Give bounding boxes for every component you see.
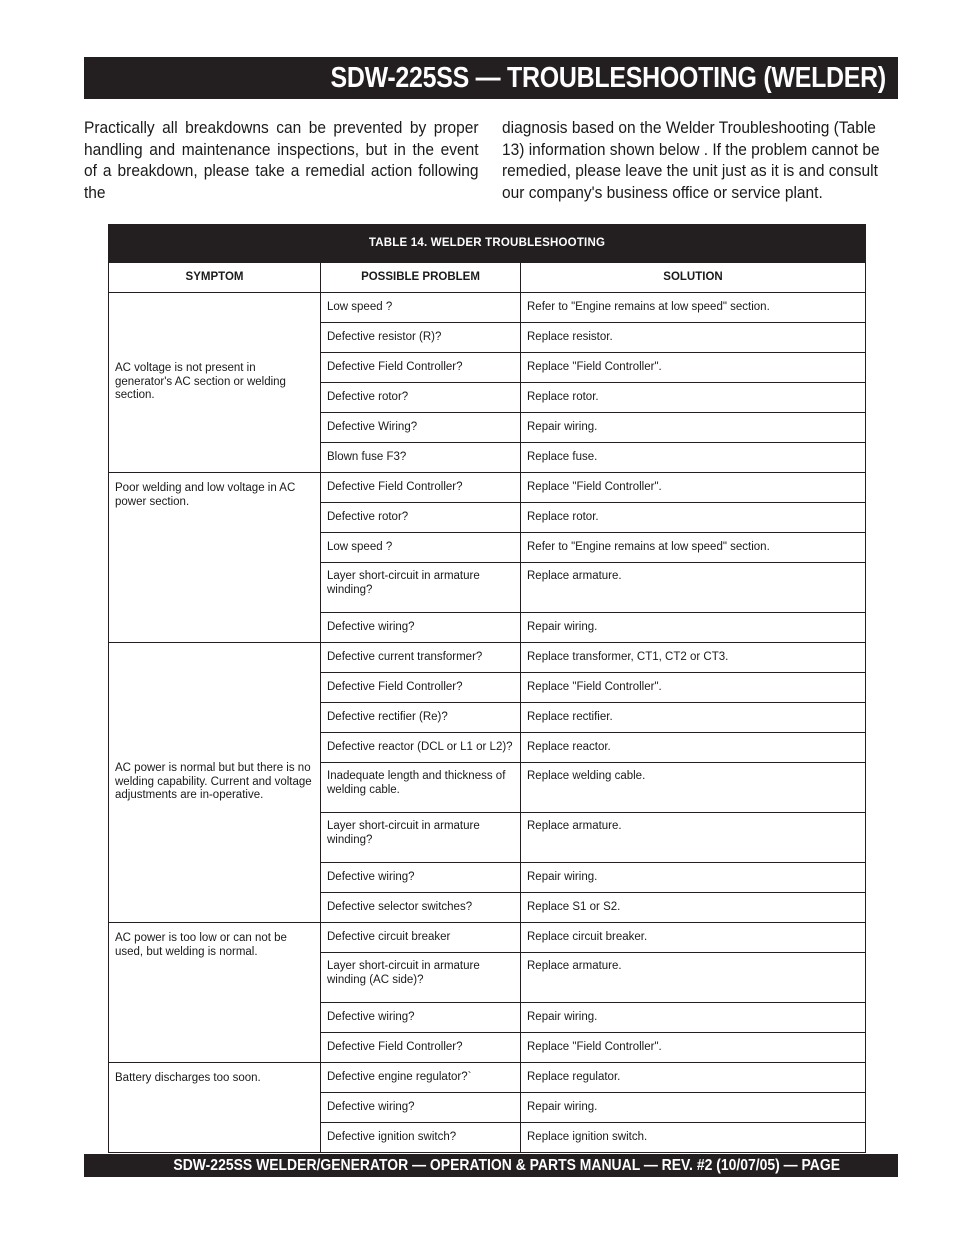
- problem-cell: Layer short-circuit in armature winding?: [321, 563, 521, 613]
- solution-cell: Replace armature.: [521, 953, 866, 1003]
- solution-cell: Replace "Field Controller".: [521, 473, 866, 503]
- problem-cell: Defective Wiring?: [321, 413, 521, 443]
- problem-cell: Defective rotor?: [321, 503, 521, 533]
- symptom-cell: Battery discharges too soon.: [109, 1063, 321, 1153]
- solution-cell: Repair wiring.: [521, 863, 866, 893]
- solution-cell: Replace S1 or S2.: [521, 893, 866, 923]
- solution-cell: Replace "Field Controller".: [521, 1033, 866, 1063]
- page-footer-text: SDW-225SS WELDER/GENERATOR — OPERATION & PARTS MANUAL — REV. #2 (10/07/05) — PAGE 41: [173, 1157, 840, 1197]
- solution-cell: Refer to "Engine remains at low speed" section.: [521, 293, 866, 323]
- symptom-cell: Poor welding and low voltage in AC power section.: [109, 473, 321, 643]
- problem-cell: Layer short-circuit in armature winding (AC side)?: [321, 953, 521, 1003]
- problem-cell: Defective reactor (DCL or L1 or L2)?: [321, 733, 521, 763]
- table-row: [109, 923, 866, 953]
- problem-cell: Low speed ?: [321, 293, 521, 323]
- table-row: [109, 473, 866, 503]
- solution-cell: Repair wiring.: [521, 413, 866, 443]
- solution-cell: Replace transformer, CT1, CT2 or CT3.: [521, 643, 866, 673]
- column-header-symptom: SYMPTOM: [109, 263, 321, 293]
- table-body: [109, 293, 866, 1153]
- problem-cell: Defective Field Controller?: [321, 1033, 521, 1063]
- problem-cell: Defective ignition switch?: [321, 1123, 521, 1153]
- intro-right-text: diagnosis based on the Welder Troubleshooting (Table 13) information shown below . If the problem cannot be remedied, please leave the unit just as it is and consult our company's business office or service plant.: [502, 119, 880, 202]
- problem-cell: Defective wiring?: [321, 863, 521, 893]
- symptom-cell: AC voltage is not present in generator's AC section or welding section.: [109, 293, 321, 473]
- solution-cell: Replace "Field Controller".: [521, 673, 866, 703]
- solution-cell: Replace "Field Controller".: [521, 353, 866, 383]
- intro-paragraph-right: [502, 118, 900, 204]
- solution-cell: Refer to "Engine remains at low speed" section.: [521, 533, 866, 563]
- intro-paragraph-left: [84, 118, 480, 204]
- problem-cell: Defective current transformer?: [321, 643, 521, 673]
- problem-cell: Defective wiring?: [321, 613, 521, 643]
- problem-cell: Defective engine regulator?`: [321, 1063, 521, 1093]
- problem-cell: Defective circuit breaker: [321, 923, 521, 953]
- solution-cell: Replace fuse.: [521, 443, 866, 473]
- problem-cell: Defective selector switches?: [321, 893, 521, 923]
- table-caption-row: [109, 225, 866, 263]
- solution-cell: Repair wiring.: [521, 613, 866, 643]
- solution-cell: Replace welding cable.: [521, 763, 866, 813]
- problem-cell: Defective rotor?: [321, 383, 521, 413]
- problem-cell: Defective wiring?: [321, 1093, 521, 1123]
- column-header-possible-problem: POSSIBLE PROBLEM: [321, 263, 521, 293]
- solution-cell: Replace armature.: [521, 813, 866, 863]
- solution-cell: Replace resistor.: [521, 323, 866, 353]
- solution-cell: Replace reactor.: [521, 733, 866, 763]
- table-row: [109, 643, 866, 673]
- solution-cell: Repair wiring.: [521, 1003, 866, 1033]
- page-title-bar: [84, 57, 898, 99]
- symptom-cell: AC power is too low or can not be used, but welding is normal.: [109, 923, 321, 1063]
- problem-cell: Blown fuse F3?: [321, 443, 521, 473]
- table-row: [109, 1063, 866, 1093]
- problem-cell: Inadequate length and thickness of welding cable.: [321, 763, 521, 813]
- problem-cell: Defective resistor (R)?: [321, 323, 521, 353]
- problem-cell: Defective Field Controller?: [321, 673, 521, 703]
- solution-cell: Replace rectifier.: [521, 703, 866, 733]
- page-footer-bar: [84, 1154, 898, 1197]
- column-header-solution: SOLUTION: [521, 263, 866, 293]
- problem-cell: Defective Field Controller?: [321, 473, 521, 503]
- solution-cell: Replace rotor.: [521, 503, 866, 533]
- page-title: SDW-225SS — TROUBLESHOOTING (WELDER): [330, 62, 886, 94]
- problem-cell: Layer short-circuit in armature winding?: [321, 813, 521, 863]
- problem-cell: Defective rectifier (Re)?: [321, 703, 521, 733]
- problem-cell: Low speed ?: [321, 533, 521, 563]
- problem-cell: Defective wiring?: [321, 1003, 521, 1033]
- table-row: [109, 293, 866, 323]
- symptom-cell: AC power is normal but but there is no welding capability. Current and voltage adjustments are in-operative.: [109, 643, 321, 923]
- intro-left-text: Practically all breakdowns can be prevented by proper handling and maintenance inspections, but in the event of a breakdown, please take a remedial action following the: [84, 119, 479, 202]
- solution-cell: Repair wiring.: [521, 1093, 866, 1123]
- table-caption: TABLE 14. WELDER TROUBLESHOOTING: [109, 225, 866, 263]
- table-header-row: [109, 263, 866, 293]
- solution-cell: Replace ignition switch.: [521, 1123, 866, 1153]
- solution-cell: Replace rotor.: [521, 383, 866, 413]
- troubleshooting-table: [108, 224, 866, 1153]
- solution-cell: Replace circuit breaker.: [521, 923, 866, 953]
- solution-cell: Replace regulator.: [521, 1063, 866, 1093]
- problem-cell: Defective Field Controller?: [321, 353, 521, 383]
- solution-cell: Replace armature.: [521, 563, 866, 613]
